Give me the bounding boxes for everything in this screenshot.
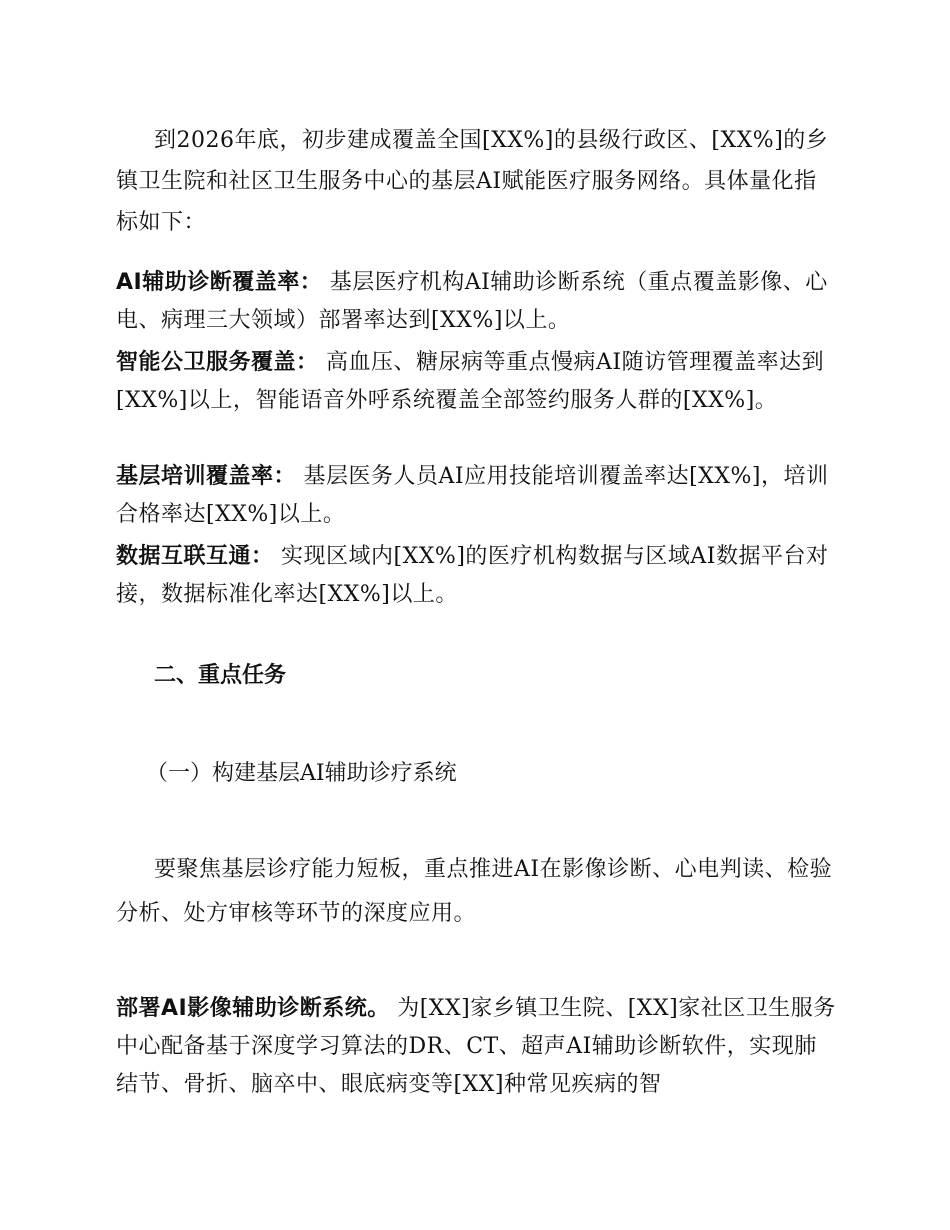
indicator-text: 高血压、糖尿病等重点慢病AI随访管理覆盖率达到[XX%]以上，智能语音外呼系统覆盖全部签约服务人群的[XX%]。 <box>116 350 825 413</box>
indicator-label: AI辅助诊断覆盖率： <box>116 270 323 295</box>
indicator-text: 基层医务人员AI应用技能培训覆盖率达[XX%]，培训合格率达[XX%]以上。 <box>116 464 829 527</box>
indicator-public-health <box>116 344 838 420</box>
task-label: 部署AI影像辅助诊断系统。 <box>116 996 390 1021</box>
indicator-text: 实现区域内[XX%]的医疗机构数据与区域AI数据平台对接，数据标准化率达[XX%]以上。 <box>116 544 829 607</box>
indicator-label: 智能公卫服务覆盖： <box>116 350 319 375</box>
indicator-text: 基层医疗机构AI辅助诊断系统（重点覆盖影像、心电、病理三大领域）部署率达到[XX%]以上。 <box>116 270 828 333</box>
intro-paragraph: 到2026年底，初步建成覆盖全国[XX%]的县级行政区、[XX%]的乡镇卫生院和社区卫生服务中心的基层AI赋能医疗服务网络。具体量化指标如下： <box>116 128 829 235</box>
subsection-heading: （一）构建基层AI辅助诊疗系统 <box>146 761 457 786</box>
indicator-label: 数据互联互通： <box>116 544 274 569</box>
section-heading: 二、重点任务 <box>154 663 287 688</box>
indicator-label: 基层培训覆盖率： <box>116 464 297 489</box>
task-text: 为[XX]家乡镇卫生院、[XX]家社区卫生服务中心配备基于深度学习算法的DR、CT、超声AI辅助诊断软件，实现肺结节、骨折、脑卒中、眼底病变等[XX]种常见疾病的智 <box>116 996 836 1097</box>
indicator-ai-diagnosis <box>116 264 838 340</box>
indicator-data-interconnect <box>116 538 838 614</box>
task-paragraph <box>116 990 838 1104</box>
subsection-intro: 要聚焦基层诊疗能力短板，重点推进AI在影像诊断、心电判读、检验分析、处方审核等环节的深度应用。 <box>116 857 833 926</box>
indicator-training <box>116 458 838 534</box>
